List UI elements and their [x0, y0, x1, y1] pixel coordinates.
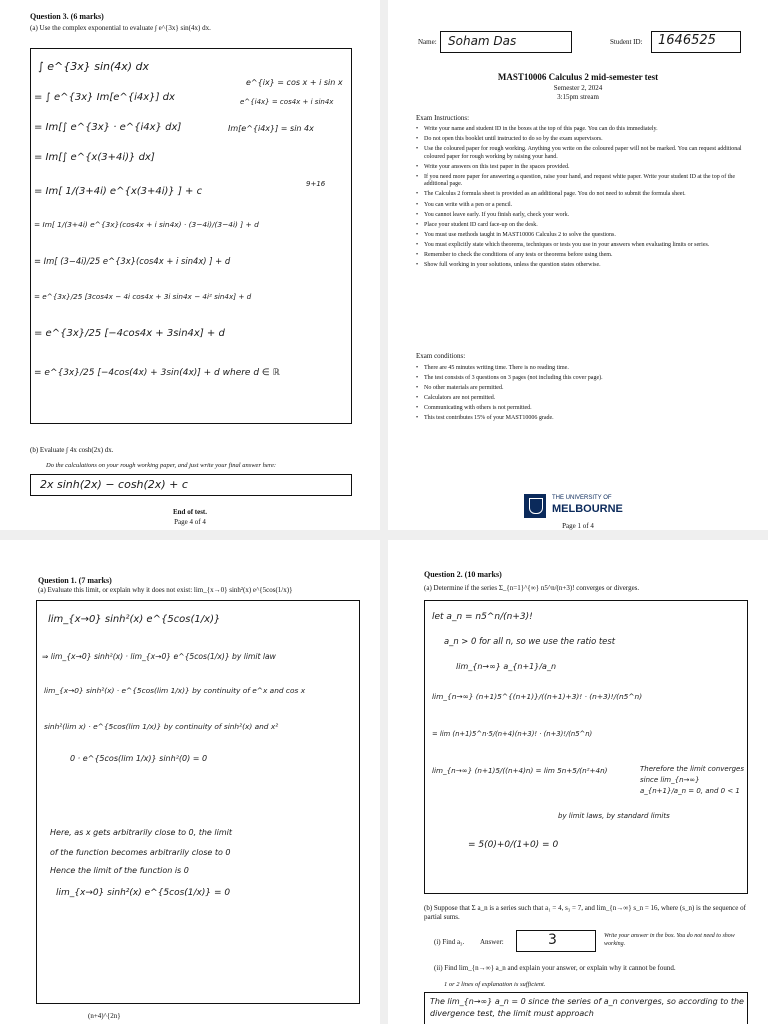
- q1a-line-6: Here, as x gets arbitrarily close to 0, the limit: [50, 828, 232, 837]
- q1a-line-2: ⇒ lim_{x→0} sinh²(x) · lim_{x→0} e^{5cos(1/x)} by limit law: [42, 652, 276, 661]
- instruction-item: • Use the coloured paper for rough working. Anything you write on the coloured paper will not be marked. You can request additional coloured paper for rough working by raising your hand.: [416, 146, 756, 161]
- q2bi-answer-label: Answer:: [480, 938, 504, 946]
- instruction-item: • The Calculus 2 formula sheet is provided as an additional page. You do not need to submit the formula sheet.: [416, 191, 756, 199]
- condition-item: • This test contributes 15% of your MAST10006 grade.: [416, 415, 756, 423]
- q3a-line-1: ∫ e^{3x} sin(4x) dx: [38, 60, 150, 73]
- page-3: [388, 540, 768, 1024]
- q3a-prompt: (a) Use the complex exponential to evaluate ∫ e^{3x} sin(4x) dx.: [30, 24, 211, 32]
- q2bi-note: Write your answer in the box. You do not need to show working.: [604, 933, 735, 947]
- instruction-item: • Write your name and student ID in the boxes at the top of this page. You can do this immediately.: [416, 126, 756, 134]
- q1-title: Question 1. (7 marks): [38, 576, 112, 585]
- q2a-conclusion: Therefore the limit converges since lim_{n→∞} a_{n+1}/a_n = 0, and 0 < 1: [640, 765, 744, 795]
- q3a-line-7: = Im[ (3−4i)/25 e^{3x}(cos4x + i sin4x) ] + d: [34, 256, 231, 266]
- q3a-side-3: Im[e^{i4x}] = sin 4x: [228, 124, 314, 133]
- q3a-line-4: = Im[∫ e^{x(3+4i)} dx]: [34, 152, 155, 163]
- q2bi-answer: 3: [548, 932, 557, 948]
- q3a-side-1: e^{ix} = cos x + i sin x: [246, 78, 343, 87]
- q2a-line-7: = 5(0)+0/(1+0) = 0: [468, 840, 559, 850]
- semester: Semester 2, 2024: [553, 84, 603, 92]
- condition-item: • There are 45 minutes writing time. There is no reading time.: [416, 365, 756, 373]
- end-of-test: End of test.: [172, 508, 208, 516]
- instruction-item: • You can write with a pen or a pencil.: [416, 202, 756, 210]
- q2a-line-2: a_n > 0 for all n, so we use the ratio test: [444, 636, 615, 646]
- name-value: Soham Das: [448, 34, 517, 48]
- q2a-conclusion-area: [640, 764, 744, 814]
- q3b-prompt: (b) Evaluate ∫ 4x cosh(2x) dx.: [30, 446, 114, 454]
- q3a-line-10: = e^{3x}/25 [−4cos(4x) + 3sin(4x)] + d where d ∈ ℝ: [34, 368, 280, 378]
- q1a-line-8: Hence the limit of the function is 0: [50, 866, 189, 875]
- q1a-line-4: sinh²(lim x) · e^{5cos(lim 1/x)} by continuity of sinh²(x) and x²: [44, 722, 279, 731]
- q3a-side-4: 9+16: [306, 180, 326, 188]
- q2bii-prompt: (ii) Find lim_{n→∞} a_n and explain your answer, or explain why it cannot be found.: [434, 964, 676, 972]
- logo-line-2: MELBOURNE: [552, 503, 623, 515]
- instruction-item: • You cannot leave early. If you finish early, check your work.: [416, 212, 756, 220]
- university-crest-icon: [524, 494, 546, 518]
- q2b-prompt: (b) Suppose that Σ a_n is a series such that a₁ = 4, s₃ = 7, and lim_{n→∞} s_n = 16, where (s_n) is the sequence of partial sums.: [424, 904, 746, 921]
- q2bii-answer: The lim_{n→∞} a_n = 0 since the series of a_n converges, so according to the divergence test, the limit must approach: [430, 997, 744, 1018]
- instructions-list: [416, 126, 756, 272]
- q3a-line-6: = Im[ 1/(3+4i) e^{3x}(cos4x + i sin4x) · (3−4i)/(3−4i) ] + d: [34, 220, 259, 229]
- q2-title: Question 2. (10 marks): [424, 570, 502, 579]
- instruction-item: • Show full working in your solutions, unless the question states otherwise.: [416, 262, 756, 270]
- q3b-answer: 2x sinh(2x) − cosh(2x) + c: [40, 478, 188, 491]
- student-id-label: Student ID:: [610, 38, 643, 46]
- student-id-value: 1646525: [658, 33, 716, 48]
- q2bii-note: 1 or 2 lines of explanation is sufficient.: [444, 981, 546, 988]
- q1a-line-5: 0 · e^{5cos(lim 1/x)} sinh²(0) = 0: [70, 754, 208, 763]
- q2bi-prompt: (i) Find a₃.: [434, 938, 465, 946]
- q2a-prompt: (a) Determine if the series Σ_{n=1}^{∞} n5^n/(n+3)! converges or diverges.: [424, 584, 640, 592]
- q2a-line-6: lim_{n→∞} (n+1)5/((n+4)n) = lim 5n+5/(n²+4n): [432, 766, 608, 775]
- page-2: [0, 540, 380, 1024]
- q2a-line-8: by limit laws, by standard limits: [558, 812, 670, 820]
- condition-item: • The test consists of 3 questions on 3 pages (not including this cover page).: [416, 375, 756, 383]
- q1a-prompt: (a) Evaluate this limit, or explain why it does not exist: lim_{x→0} sinh²(x) e^{5cos(1/x)}: [38, 586, 293, 594]
- course-title: MAST10006 Calculus 2 mid-semester test: [497, 72, 659, 82]
- instruction-item: • Remember to check the conditions of any tests or theorems before using them.: [416, 252, 756, 260]
- logo-line-1: THE UNIVERSITY OF: [552, 495, 612, 501]
- instructions-heading: Exam Instructions:: [416, 114, 470, 122]
- q3a-line-3: = Im[∫ e^{3x} · e^{i4x} dx]: [34, 122, 182, 133]
- q3a-line-5: = Im[ 1/(3+4i) e^{x(3+4i)} ] + c: [34, 186, 203, 197]
- q3a-line-8: = e^{3x}/25 [3cos4x − 4i cos4x + 3i sin4x − 4i² sin4x] + d: [34, 292, 252, 301]
- q2a-line-5: = lim (n+1)5^n·5/(n+4)(n+3)! · (n+3)!/(n5^n): [432, 730, 593, 738]
- q3a-side-2: e^{i4x} = cos4x + i sin4x: [240, 98, 334, 106]
- q2a-line-1: let a_n = n5^n/(n+3)!: [432, 612, 533, 622]
- page-4: [0, 0, 380, 530]
- name-label: Name:: [418, 38, 437, 46]
- q3a-line-2: = ∫ e^{3x} Im[e^{i4x}] dx: [34, 92, 175, 103]
- q1a-line-1: lim_{x→0} sinh²(x) e^{5cos(1/x)}: [48, 614, 221, 625]
- q3b-note: Do the calculations on your rough working paper, and just write your final answer here:: [46, 462, 277, 469]
- q3-title: Question 3. (6 marks): [30, 12, 104, 21]
- stream: 3:15pm stream: [557, 93, 599, 101]
- instruction-item: • Do not open this booklet until instructed to do so by the exam supervisors.: [416, 136, 756, 144]
- q3a-line-9: = e^{3x}/25 [−4cos4x + 3sin4x] + d: [34, 328, 225, 339]
- q2a-line-4: lim_{n→∞} (n+1)5^{(n+1)}/((n+1)+3)! · (n+3)!/(n5^n): [432, 692, 643, 701]
- conditions-heading: Exam conditions:: [416, 352, 466, 360]
- page-4-label: Page 4 of 4: [174, 518, 206, 526]
- instruction-item: • If you need more paper for answering a question, raise your hand, and request white paper. Write your student ID at the top of the additional page.: [416, 174, 756, 189]
- conditions-list: [416, 365, 756, 426]
- page-1-cover: [388, 0, 768, 530]
- page-1-label: Page 1 of 4: [562, 522, 594, 530]
- instruction-item: • Write your answers on this test paper in the spaces provided.: [416, 164, 756, 172]
- q1a-line-9: lim_{x→0} sinh²(x) e^{5cos(1/x)} = 0: [56, 888, 231, 898]
- q2a-line-3: lim_{n→∞} a_{n+1}/a_n: [456, 662, 557, 671]
- page-2-tail: (n+4)^{2n}: [88, 1012, 121, 1020]
- q1a-line-3: lim_{x→0} sinh²(x) · e^{5cos(lim 1/x)} by continuity of e^x and cos x: [44, 686, 306, 695]
- instruction-item: • Place your student ID card face-up on the desk.: [416, 222, 756, 230]
- condition-item: • Communicating with others is not permitted.: [416, 405, 756, 413]
- instruction-item: • You must explicitly state which theorems, techniques or tests you use in your answers when evaluating limits or series.: [416, 242, 756, 250]
- instruction-item: • You must use methods taught in MAST10006 Calculus 2 to solve the questions.: [416, 232, 756, 240]
- condition-item: • Calculators are not permitted.: [416, 395, 756, 403]
- condition-item: • No other materials are permitted.: [416, 385, 756, 393]
- q1a-line-7: of the function becomes arbitrarily close to 0: [50, 848, 231, 857]
